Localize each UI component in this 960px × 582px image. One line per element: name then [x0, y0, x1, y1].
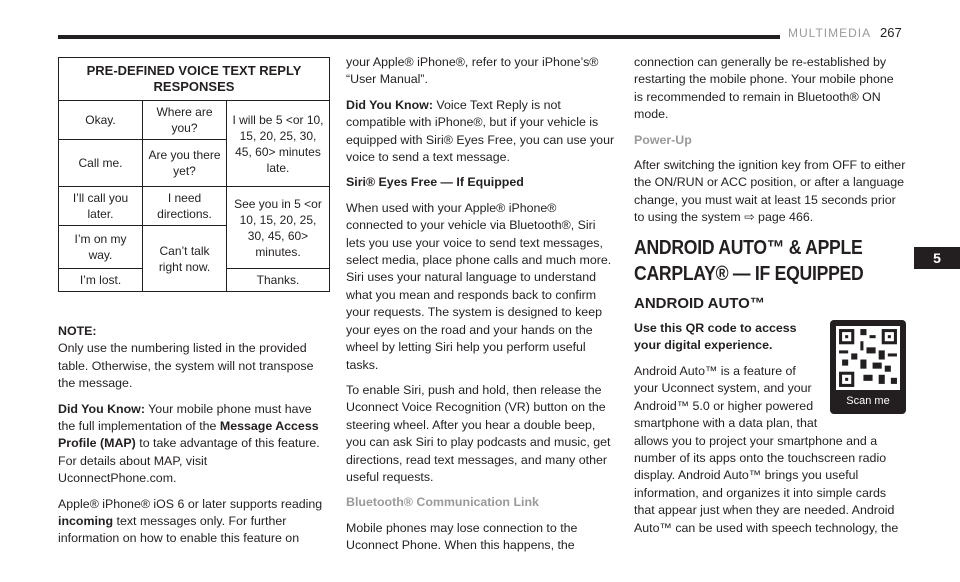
android-auto-heading: ANDROID AUTO™	[634, 294, 765, 312]
table-cell: I’m lost.	[59, 269, 143, 292]
paragraph: connection can generally be re-established by restarting the mobile phone. Your mobile phone is recommended to remain in Bluetooth® ON mode.	[634, 55, 894, 122]
column-1	[58, 323, 328, 556]
table-cell: I need directions.	[143, 187, 227, 226]
table-cell: I will be 5 <or 10, 15, 20, 25, 30, 45, 60> minutes late.	[227, 101, 330, 187]
table-cell: See you in 5 <or 10, 15, 20, 25, 30, 45, 60> minutes.	[227, 187, 330, 269]
table-cell: Can’t talk right now.	[143, 226, 227, 292]
table-cell: Call me.	[59, 140, 143, 187]
section-title: MULTIMEDIA	[788, 26, 872, 40]
qr-code-icon	[836, 326, 900, 390]
qr-code-box[interactable]	[830, 320, 906, 414]
bluetooth-heading: Bluetooth® Communication Link	[346, 495, 539, 510]
map-term: Message Access Profile (MAP)	[58, 419, 319, 451]
scan-me-label: Scan me	[846, 394, 890, 407]
did-you-know-text-2: to take advantage of this feature. For details about MAP, visit UconnectPhone.com.	[58, 436, 320, 486]
table-cell: Where are you?	[143, 101, 227, 140]
table-cell: Thanks.	[227, 269, 330, 292]
paragraph: Mobile phones may lose connection to the Uconnect Phone. When this happens, the	[346, 520, 578, 553]
page-number: 267	[880, 25, 902, 40]
table-title: PRE-DEFINED VOICE TEXT REPLY RESPONSES	[59, 58, 330, 101]
power-up-heading: Power-Up	[634, 132, 692, 147]
table-cell: Are you there yet?	[143, 140, 227, 187]
siri-heading: Siri® Eyes Free — If Equipped	[346, 175, 524, 190]
apple-text: Apple® iPhone® iOS 6 or later supports reading	[58, 496, 323, 511]
note-label: NOTE:	[58, 324, 97, 338]
column-3	[634, 54, 906, 545]
paragraph: After switching the ignition key from OFF to either the ON/RUN or ACC position, or after a language change, you must wait at least 15 seconds prior to using the system	[634, 158, 906, 225]
paragraph: your Apple® iPhone®, refer to your iPhone’s® “User Manual”.	[346, 55, 599, 87]
table-cell: I’m on my way.	[59, 226, 143, 269]
incoming-term: incoming	[58, 514, 114, 529]
did-you-know-text: Your mobile phone must have the full implementation of the	[58, 401, 312, 434]
header-rule	[58, 35, 780, 39]
table-cell: Okay.	[59, 101, 143, 140]
qr-caption: Use this QR code to access your digital experience.	[634, 321, 797, 353]
page-reference[interactable]: page 466.	[758, 210, 814, 225]
column-2	[346, 54, 616, 563]
android-carplay-heading: ANDROID AUTO™ & APPLE CARPLAY® — IF EQUIPPED	[634, 236, 864, 285]
apple-text-2: text messages only. For further information on how to enable this feature on	[58, 514, 300, 546]
chapter-tab: 5	[914, 247, 960, 269]
note-text: Only use the numbering listed in the provided table. Otherwise, the system will not transpose the message.	[58, 341, 314, 391]
did-you-know-label: Did You Know:	[346, 97, 433, 112]
table-cell: I’ll call you later.	[59, 187, 143, 226]
voice-reply-table	[58, 57, 330, 292]
paragraph: When used with your Apple® iPhone® connected to your vehicle via Bluetooth®, Siri lets you use your voice to send text messages, select media, place phone calls and much more. Siri uses your natural language to understand what you mean and responds back to confirm your requests. The system is designed to keep your eyes on the road and your hands on the wheel by letting Siri help you perform useful tasks.	[346, 200, 612, 372]
arrow-icon: ⇨	[744, 210, 755, 225]
did-you-know-label: Did You Know:	[58, 401, 145, 416]
paragraph: Android Auto™ is a feature of your Uconnect system, and your Android™ 5.0 or higher powered smartphone with a data plan, that allows you to project your smartphone and a number of its apps onto the touchscreen radio display. Android Auto™ brings you useful information, and organizes it into simple cards that appear just when they are needed. Android Auto™ can be used with speech technology, the	[634, 363, 899, 535]
paragraph: To enable Siri, push and hold, then release the Uconnect Voice Recognition (VR) button on the steering wheel. After you hear a double beep, you can ask Siri to play podcasts and music, get directions, read text messages, and many other useful requests.	[346, 382, 611, 484]
did-you-know-text: Voice Text Reply is not compatible with iPhone®, but if your vehicle is equipped with Siri® Eyes Free, you can use your voice to send a text message.	[346, 97, 615, 165]
